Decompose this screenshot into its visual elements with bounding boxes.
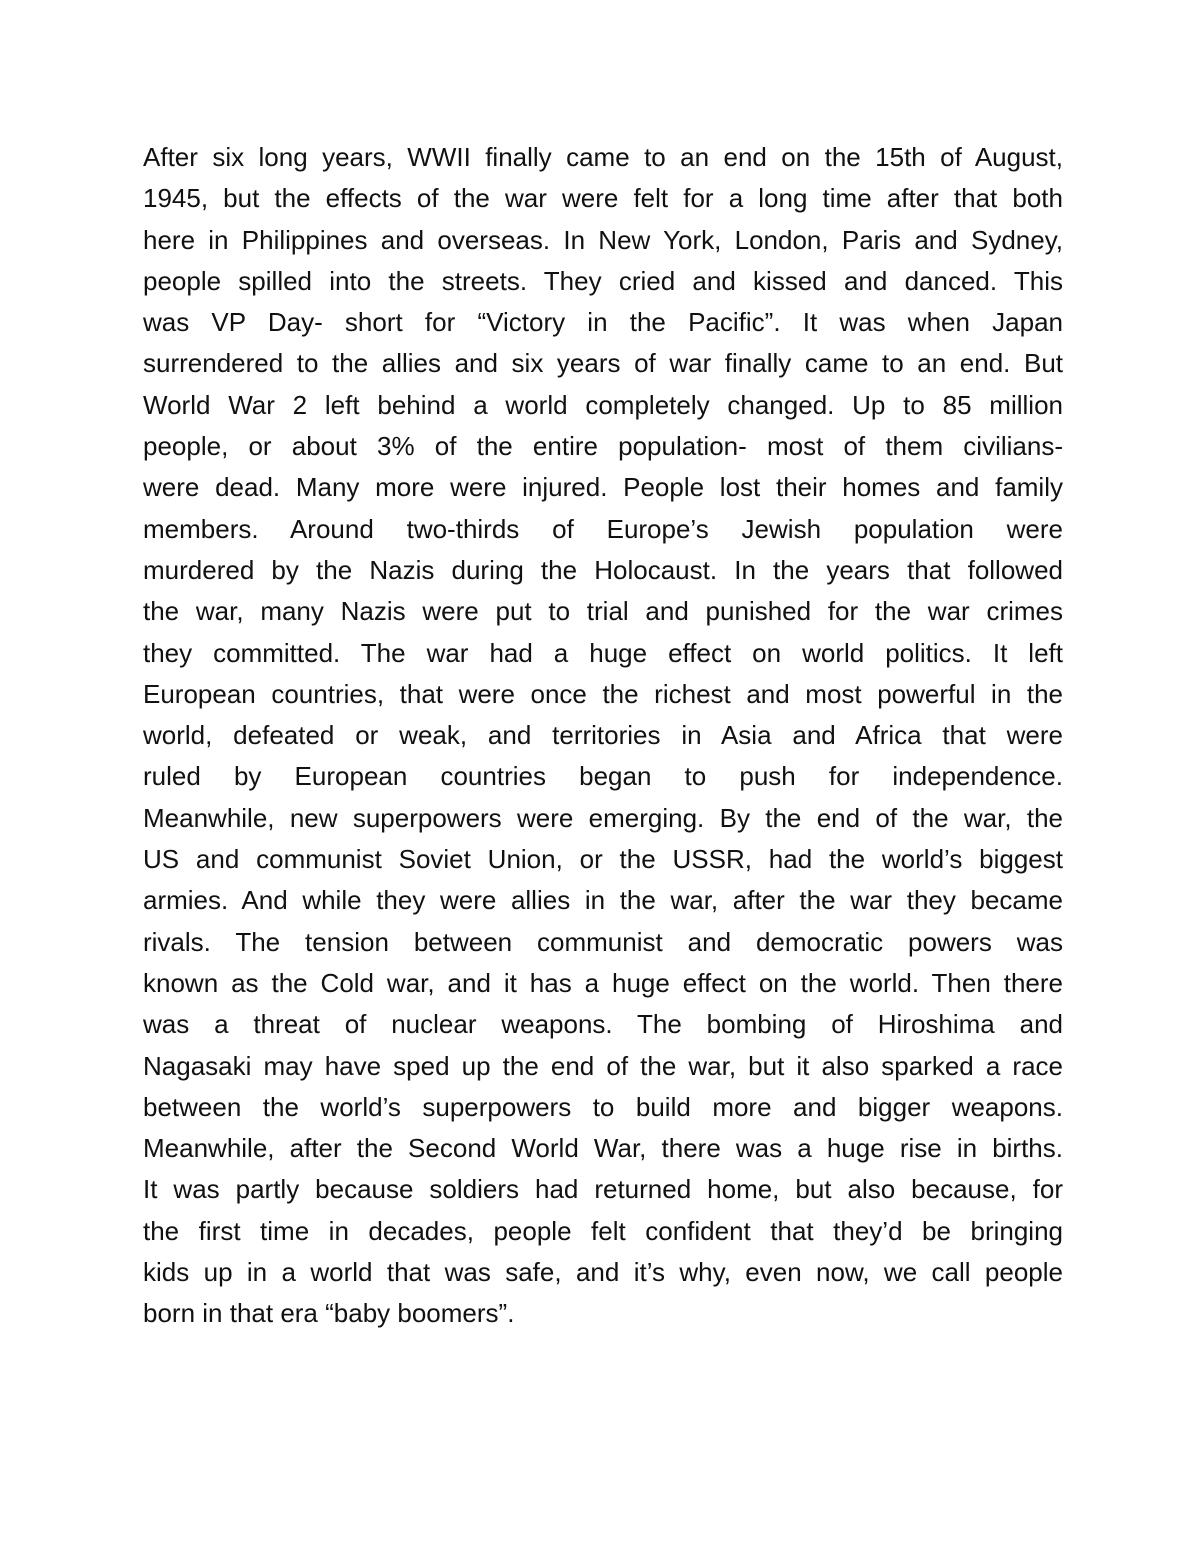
paragraph-line: members. Around two-thirds of Europe’s Jewish population were: [143, 513, 1063, 544]
paragraph-line: world, defeated or weak, and territories in Asia and Africa that were: [143, 720, 1063, 751]
paragraph-line: European countries, that were once the richest and most powerful in the: [143, 678, 1063, 709]
paragraph-line: the war, many Nazis were put to trial and punished for the war crimes: [143, 596, 1063, 627]
paragraph-line: were dead. Many more were injured. People lost their homes and family: [143, 472, 1063, 503]
paragraph-line: people spilled into the streets. They cried and kissed and danced. This: [143, 265, 1063, 296]
paragraph-line: born in that era “baby boomers”.: [143, 1298, 515, 1329]
paragraph-line: surrendered to the allies and six years of war finally came to an end. But: [143, 348, 1063, 379]
paragraph-line: 1945, but the effects of the war were felt for a long time after that both: [143, 183, 1063, 214]
paragraph-line: was a threat of nuclear weapons. The bombing of Hiroshima and: [143, 1009, 1063, 1040]
paragraph-line: the first time in decades, people felt confident that they’d be bringing: [143, 1215, 1063, 1246]
paragraph-line: Nagasaki may have sped up the end of the war, but it also sparked a race: [143, 1050, 1063, 1081]
paragraph-line: murdered by the Nazis during the Holocaust. In the years that followed: [143, 554, 1063, 585]
paragraph-line: was VP Day- short for “Victory in the Pacific”. It was when Japan: [143, 307, 1063, 338]
paragraph-line: people, or about 3% of the entire population- most of them civilians-: [143, 431, 1063, 462]
paragraph-line: armies. And while they were allies in the war, after the war they became: [143, 885, 1063, 916]
paragraph-line: Meanwhile, new superpowers were emerging. By the end of the war, the: [143, 802, 1063, 833]
paragraph-line: kids up in a world that was safe, and it’s why, even now, we call people: [143, 1257, 1063, 1288]
paragraph-line: World War 2 left behind a world completely changed. Up to 85 million: [143, 389, 1063, 420]
paragraph-line: After six long years, WWII finally came to an end on the 15th of August,: [143, 142, 1063, 172]
paragraph-line: here in Philippines and overseas. In New York, London, Paris and Sydney,: [143, 224, 1063, 255]
paragraph-line: between the world’s superpowers to build more and bigger weapons.: [143, 1091, 1063, 1122]
paragraph-line: rivals. The tension between communist and democratic powers was: [143, 926, 1063, 957]
paragraph-line: It was partly because soldiers had returned home, but also because, for: [143, 1174, 1063, 1205]
paragraph-line: US and communist Soviet Union, or the USSR, had the world’s biggest: [143, 844, 1063, 875]
paragraph-line: they committed. The war had a huge effect on world politics. It left: [143, 637, 1063, 668]
paragraph-line: Meanwhile, after the Second World War, there was a huge rise in births.: [143, 1133, 1063, 1164]
body-paragraph: [143, 137, 1063, 1335]
paragraph-line: known as the Cold war, and it has a huge effect on the world. Then there: [143, 967, 1063, 998]
paragraph-line: ruled by European countries began to push for independence.: [143, 761, 1063, 792]
